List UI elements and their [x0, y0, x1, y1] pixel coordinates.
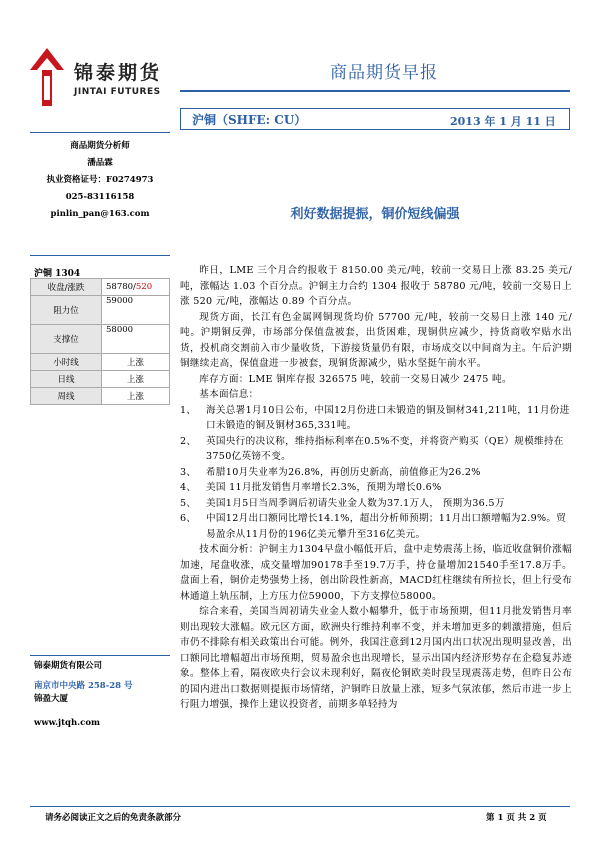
article-headline: 利好数据提振，铜价短线偏强	[290, 207, 460, 222]
week-label: 周线	[31, 388, 102, 405]
table-row	[31, 354, 170, 371]
paragraph-spot: 现货方面，长江有色金属网铜现货均价 57700 元/吨，较前一交易日上涨 140 元/吨。沪期铜反弹，市场部分保值盘被套，出货困难，现铜供应减少，持货商收窄贴水出货，投机商交割前入市少量收货，下游接货量仍有限，市场成交以中间商为主。午后沪期铜继续走高，保值盘进一步被套，现铜货源减少，贴水坚挺午前水平。	[180, 311, 572, 369]
day-label: 日线	[31, 371, 102, 388]
table-row	[31, 279, 170, 296]
company-building: 锦盈大厦	[34, 694, 69, 704]
list-item	[180, 403, 572, 434]
day-value: 上涨	[102, 371, 170, 388]
list-number: 3、	[180, 466, 197, 478]
footer-divider	[30, 806, 570, 807]
list-item	[180, 511, 572, 542]
close-price: 58780	[106, 282, 134, 292]
paragraph-technical: 技术面分析：沪铜主力1304早盘小幅低开后，盘中走势震荡上扬，临近收盘铜价涨幅加速，尾盘收涨，成交量增加90178手至19.7万手，持仓量增加21540手至17.8万手。盘面上看，铜价走势强势上扬，创出阶段性新高，MACD红柱继续有所拉长，但上行受布林通道上轨压制，上方压力位59000，下方支撑位58000。	[180, 544, 572, 602]
indicator-table	[30, 278, 170, 405]
sidebar-divider	[30, 655, 170, 656]
list-item	[180, 496, 572, 512]
report-date: 2013 年 1 月 11 日	[450, 115, 556, 128]
list-number: 2、	[180, 435, 197, 447]
list-text: 希腊10月失业率为26.8%，再创历史新高，前值修正为26.2%	[206, 466, 481, 478]
analyst-info	[30, 138, 170, 223]
contract-name: 沪铜 1304	[34, 269, 81, 279]
analyst-phone: 025-83116158	[65, 192, 135, 202]
company-info	[34, 660, 170, 730]
paragraph-inventory: 库存方面：LME 铜库存报 326575 吨，较前一交易日减少 2475 吨。	[199, 373, 512, 385]
week-value: 上涨	[102, 388, 170, 405]
table-row	[31, 371, 170, 388]
resistance-value: 59000	[102, 296, 170, 325]
list-text: 中国12月出口额同比增长14.1%，超出分析师预期；11月出口额增幅为2.9%。贸易盈余从11月份的196亿美元攀升至316亿美元。	[206, 513, 567, 540]
analyst-license: 执业资格证号：F0274973	[46, 175, 154, 185]
sidebar-divider	[30, 132, 170, 133]
jintai-logo-icon	[30, 48, 64, 106]
list-item	[180, 465, 572, 481]
article-body	[180, 263, 572, 713]
hour-label: 小时线	[31, 354, 102, 371]
company-name: 锦泰期货有限公司	[34, 661, 103, 671]
close-label: 收盘/涨跌	[31, 279, 102, 296]
table-row	[31, 296, 170, 325]
list-text: 美国1月5日当周季调后初请失业金人数为37.1万人， 预期为36.5万	[206, 497, 505, 509]
table-row	[31, 325, 170, 354]
list-number: 5、	[180, 497, 197, 509]
list-text: 海关总署1月10日公布，中国12月份进口未锻造的铜及铜材341,211吨，11月份进口未锻造的铜及铜材365,331吨。	[206, 404, 570, 431]
list-text: 美国 11月批发销售月率增长2.3%，预期为增长0.6%	[206, 482, 442, 493]
paragraph-price: 昨日，LME 三个月合约报收于 8150.00 美元/吨，较前一交易日上涨 83.25 美元/吨，涨幅达 1.03 个百分点。沪铜主力合约 1304 报收于 58780 元/吨，较前一交易日上涨 520 元/吨，涨幅达 0.89 个百分点。	[180, 265, 572, 307]
footer-disclaimer: 请务必阅读正文之后的免责条款部分	[45, 813, 182, 823]
close-change: 520	[135, 282, 153, 292]
analyst-name: 潘品霖	[87, 158, 113, 168]
company-url[interactable]: www.jtqh.com	[34, 718, 100, 728]
analyst-title: 商品期货分析师	[70, 141, 130, 151]
page-number: 第 1 页 共 2 页	[486, 813, 547, 823]
paragraph-summary: 综合来看，美国当周初请失业金人数小幅攀升，低于市场预期，但11月批发销售月率则出现较大涨幅。欧元区方面，欧洲央行维持利率不变，并未增加更多的刺激措施，但后市仍不排除有相关政策出台可能。例外，我国注意到12月国内出口状况出现明显改善，出口额同比增幅超出市场预期，贸易盈余也出现增长，显示出国内经济形势存在企稳复苏迹象。整体上看，隔夜欧央行会议未现利好，隔夜伦铜欧美时段呈现震荡走势，但昨日公布的国内进出口数据则提振市场情绪，沪铜昨日放量上涨，短多气氛浓郁，然后市进一步上行阻力增强，操作上建议投资者，前期多单轻持为	[180, 606, 572, 710]
sidebar-divider	[30, 255, 170, 256]
header-divider	[180, 90, 570, 92]
company-logo-text: 锦泰期货	[74, 62, 163, 84]
list-number: 6、	[180, 513, 197, 524]
company-logo-english: JINTAI FUTURES	[74, 87, 161, 97]
close-value: 58780/520	[102, 279, 170, 296]
hour-value: 上涨	[102, 354, 170, 371]
product-label: 沪铜（SHFE: CU）	[192, 113, 307, 127]
support-label: 支撑位	[31, 325, 102, 354]
list-item	[180, 480, 572, 496]
table-row	[31, 388, 170, 405]
analyst-email: pinlin_pan@163.com	[50, 209, 150, 219]
list-text: 英国央行的决议称，维持指标利率在0.5%不变，并将资产购买（QE）规模维持在3750亿英镑不变。	[206, 435, 564, 462]
list-item	[180, 434, 572, 465]
list-number: 4、	[180, 482, 197, 493]
paragraph-fundamentals-heading: 基本面信息：	[199, 389, 259, 400]
resistance-label: 阻力位	[31, 296, 102, 325]
support-value: 58000	[102, 325, 170, 354]
list-number: 1、	[180, 404, 197, 416]
company-address: 南京市中央路 258-28 号	[34, 681, 133, 691]
report-title: 商品期货早报	[330, 63, 438, 83]
